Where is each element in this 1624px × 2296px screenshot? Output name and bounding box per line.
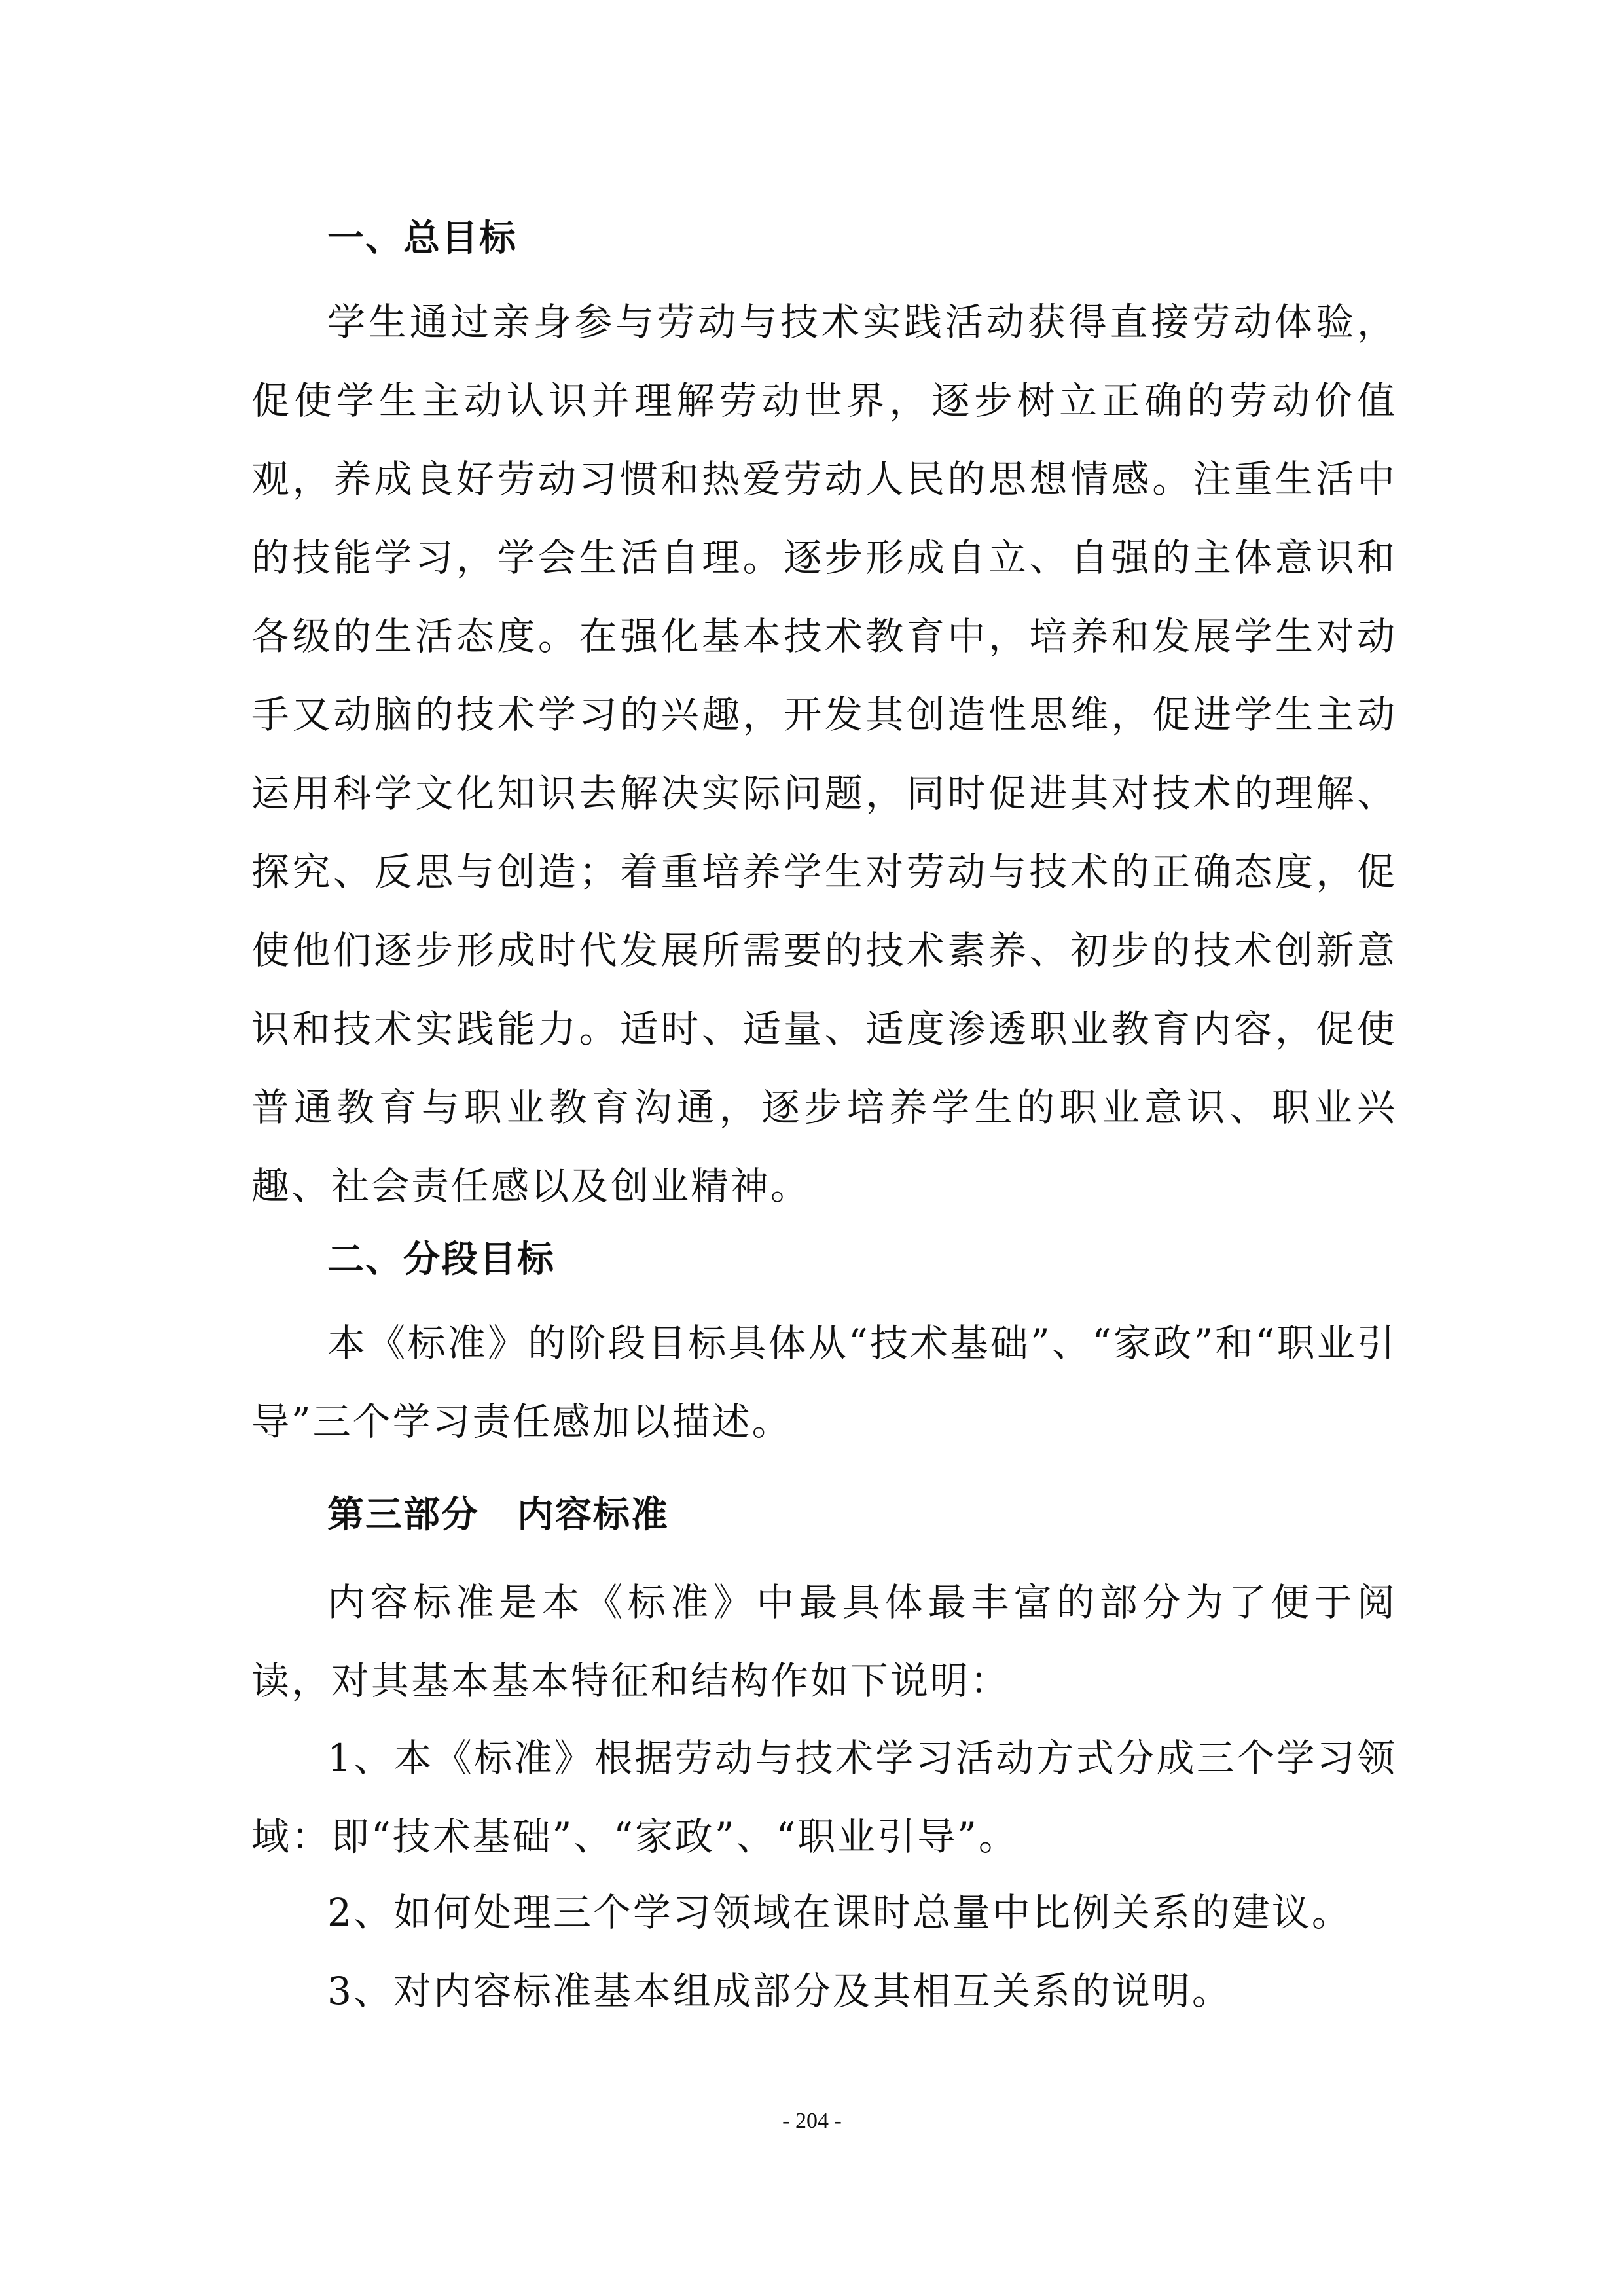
heading-overall-goals: 一、总目标	[327, 217, 517, 260]
paragraph-item-3: 3、对内容标准基本组成部分及其相互关系的说明。	[327, 1969, 1232, 2013]
paragraph-content-standard-intro: 内容标准是本《标准》中最具体最丰富的部分为了便于阅读，对其基本基本特征和结构作如下说明：	[251, 1580, 1397, 1703]
page-number: - 204 -	[782, 2109, 842, 2133]
heading-part-three: 第三部分 内容标准	[327, 1494, 669, 1536]
heading-stage-goals: 二、分段目标	[327, 1238, 555, 1281]
paragraph-stage-goals: 本《标准》的阶段目标具体从“技术基础”、“家政”和“职业引导”三个学习责任感加以描述。	[251, 1321, 1397, 1444]
paragraph-overall-goals: 学生通过亲身参与劳动与技术实践活动获得直接劳动体验，促使学生主动认识并理解劳动世界，逐步树立正确的劳动价值观，养成良好劳动习惯和热爱劳动人民的思想情感。注重生活中的技能学习，学会生活自理。逐步形成自立、自强的主体意识和各级的生活态度。在强化基本技术教育中，培养和发展学生对动手又动脑的技术学习的兴趣，开发其创造性思维，促进学生主动运用科学文化知识去解决实际问题，同时促进其对技术的理解、探究、反思与创造；着重培养学生对劳动与技术的正确态度，促使他们逐步形成时代发展所需要的技术素养、初步的技术创新意识和技术实践能力。适时、适量、适度渗透职业教育内容，促使普通教育与职业教育沟通，逐步培养学生的职业意识、职业兴趣、社会责任感以及创业精神。	[251, 300, 1397, 1208]
paragraph-item-1: 1、本《标准》根据劳动与技术学习活动方式分成三个学习领域：即“技术基础”、“家政”、“职业引导”。	[251, 1736, 1397, 1859]
paragraph-item-2: 2、如何处理三个学习领域在课时总量中比例关系的建议。	[327, 1890, 1352, 1935]
